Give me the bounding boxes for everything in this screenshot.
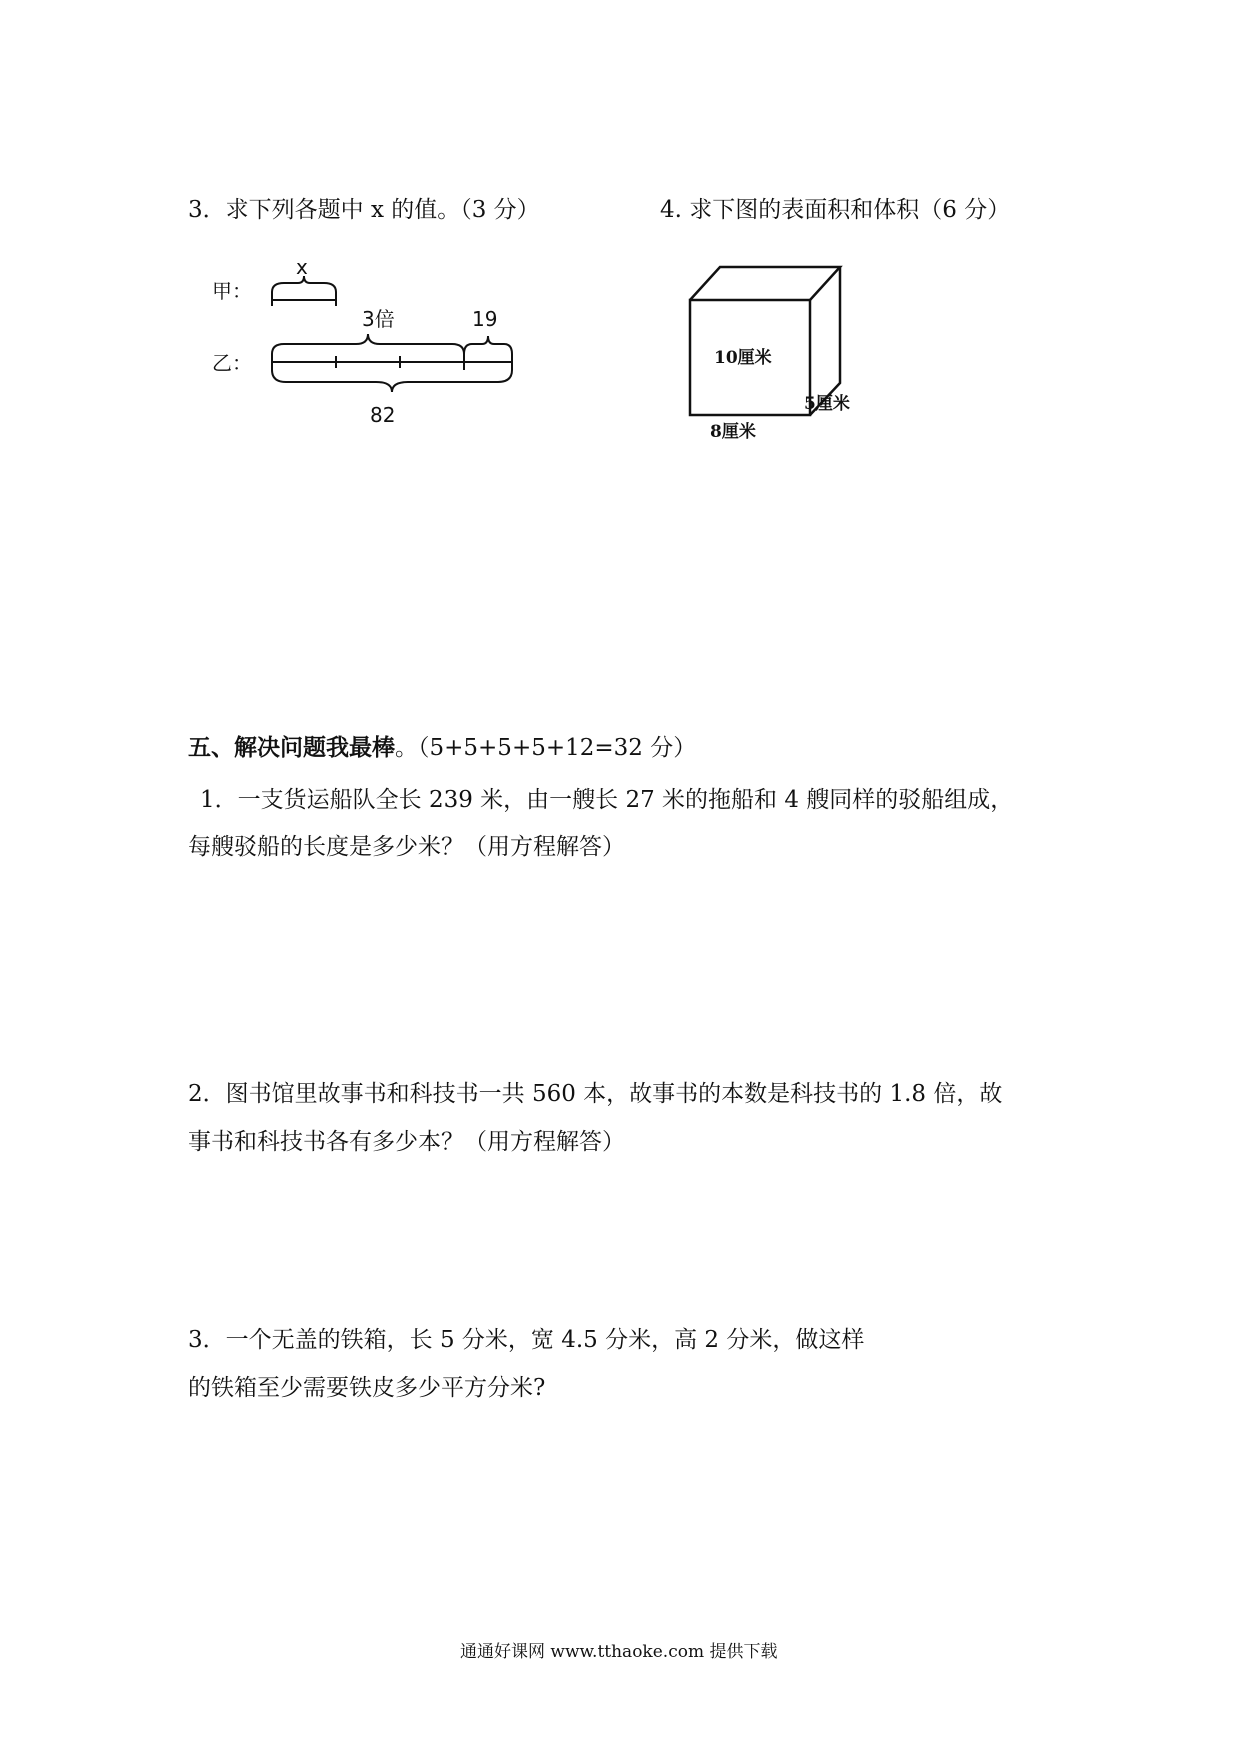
times-label: 3倍 <box>362 307 395 331</box>
yi-label: 乙： <box>212 351 252 375</box>
yi-segment <box>272 334 512 392</box>
jia-label: 甲： <box>212 279 252 303</box>
cuboid-side-face <box>810 267 840 415</box>
problem3-line2: 的铁箱至少需要铁皮多少平方分米? <box>188 1375 546 1401</box>
problem1-line1: 1．一支货运船队全长 239 米，由一艘长 27 米的拖船和 4 艘同样的驳船组成， <box>200 787 1014 813</box>
q4-title: 4. 求下图的表面积和体积（6 分） <box>660 197 1011 223</box>
extra-label: 19 <box>472 307 498 331</box>
problem2-line2: 事书和科技书各有多少本？（用方程解答） <box>188 1129 625 1155</box>
section5-points: 。（5+5+5+5+12=32 分） <box>395 735 697 761</box>
cuboid-figure <box>670 255 890 445</box>
problem1-line2: 每艘驳船的长度是多少米？（用方程解答） <box>188 834 625 860</box>
q3-title: 3．求下列各题中 x 的值。（3 分） <box>188 197 540 223</box>
line-segment-diagram <box>200 250 540 430</box>
problem3-line1: 3．一个无盖的铁箱，长 5 分米，宽 4.5 分米，高 2 分米，做这样 <box>188 1327 865 1353</box>
total-brace <box>272 370 512 392</box>
times-brace <box>272 334 464 354</box>
depth-label: 5厘米 <box>804 394 850 414</box>
x-brace <box>272 276 336 292</box>
width-label: 8厘米 <box>710 422 756 442</box>
total-label: 82 <box>370 403 396 427</box>
extra-brace <box>464 336 512 354</box>
x-label: x <box>296 255 308 279</box>
problem2-line1: 2．图书馆里故事书和科技书一共 560 本，故事书的本数是科技书的 1.8 倍，故 <box>188 1081 1003 1107</box>
height-label: 10厘米 <box>714 348 772 368</box>
section5-header <box>188 733 696 763</box>
section5-heading: 五、解决问题我最棒 <box>188 734 395 761</box>
cuboid-top-face <box>690 267 840 300</box>
footer-text: 通通好课网 www.tthaoke.com 提供下载 <box>460 1642 778 1662</box>
jia-segment <box>272 276 336 306</box>
